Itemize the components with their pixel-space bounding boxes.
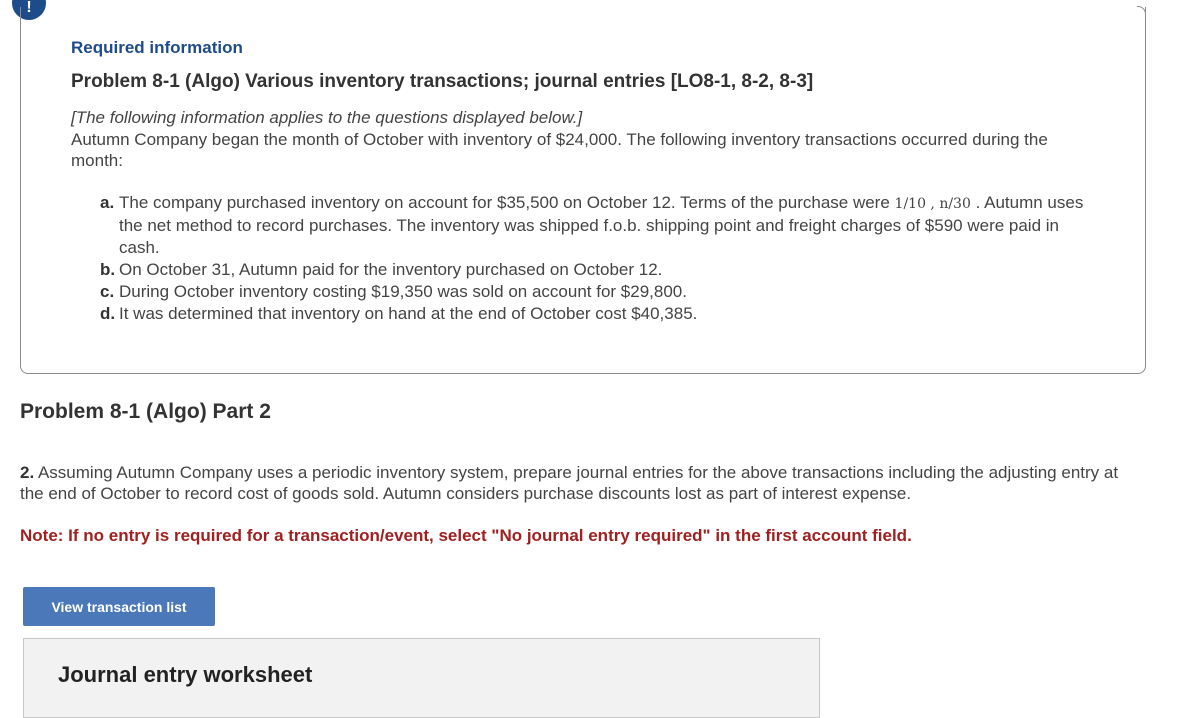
terms-fraction: 1/10 , n/30 <box>894 196 971 212</box>
list-item <box>100 281 1100 303</box>
item-letter: a. <box>100 193 115 212</box>
alert-icon: ! <box>12 0 46 20</box>
list-item <box>100 192 1100 259</box>
applies-note: [The following information applies to the questions displayed below.] <box>71 108 583 127</box>
item-text: It was determined that inventory on hand at the end of October cost $40,385. <box>119 304 698 323</box>
question-text: 2. Assuming Autumn Company uses a periodic inventory system, prepare journal entries for the above transactions including the adjusting entry at the end of October to record cost of goods sold. Autumn considers purchase discounts lost as part of interest expense. <box>20 463 1119 503</box>
item-text: The company purchased inventory on account for $35,500 on October 12. Terms of the purchase were 1/10 , n/30 . Autumn uses the net method to record purchases. The inventory was shipped f.o.b. shipping point and freight charges of $590 were paid in cash. <box>119 193 1084 257</box>
problem-title: Problem 8-1 (Algo) Various inventory transactions; journal entries [LO8-1, 8-2, 8-3] <box>71 71 814 92</box>
view-transaction-list-button[interactable]: View transaction list <box>23 587 215 626</box>
intro-text: Autumn Company began the month of October with inventory of $24,000. The following inventory transactions occurred during the month: <box>71 130 1048 170</box>
item-letter: d. <box>100 304 116 323</box>
item-text: On October 31, Autumn paid for the inventory purchased on October 12. <box>119 260 663 279</box>
transaction-list <box>100 192 1100 325</box>
required-info-heading: Required information <box>71 38 243 57</box>
item-text: During October inventory costing $19,350 was sold on account for $29,800. <box>119 282 687 301</box>
item-letter: b. <box>100 260 116 279</box>
part-title: Problem 8-1 (Algo) Part 2 <box>20 400 271 423</box>
item-letter: c. <box>100 282 115 301</box>
list-item <box>100 259 1100 281</box>
question-number: 2. <box>20 463 35 482</box>
worksheet-title: Journal entry worksheet <box>58 662 313 687</box>
journal-entry-worksheet <box>23 638 820 718</box>
entry-note: Note: If no entry is required for a transaction/event, select "No journal entry required" in the first account field. <box>20 526 912 545</box>
list-item <box>100 303 1100 325</box>
